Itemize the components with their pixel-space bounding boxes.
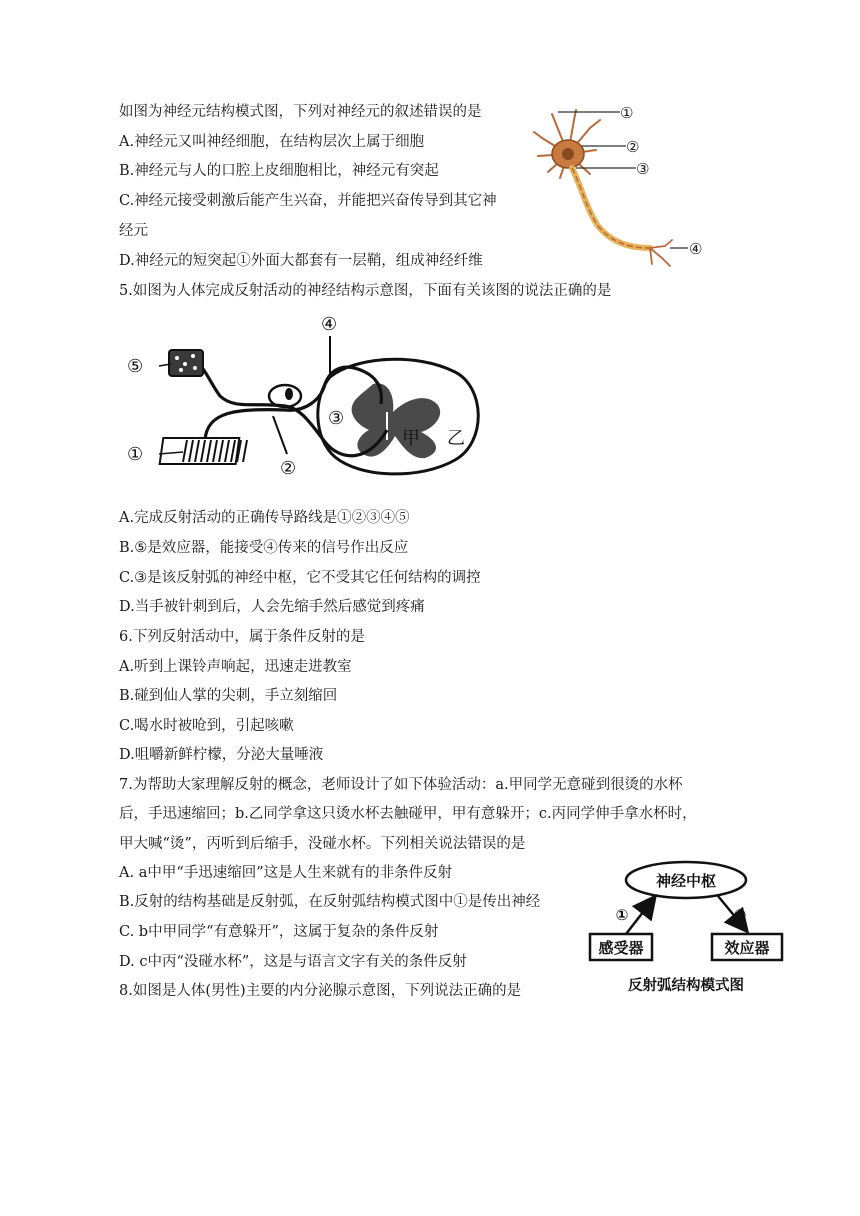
q7-option-c: C. b中甲同学“有意躲开”，这属于复杂的条件反射	[119, 924, 439, 940]
q4-stem: 如图为神经元结构模式图，下列对神经元的叙述错误的是	[119, 104, 482, 120]
q5-option-d: D.当手被针刺到后，人会先缩手然后感觉到疼痛	[119, 599, 425, 615]
q4-option-d: D.神经元的短突起①外面大都套有一层鞘，组成神经纤维	[119, 253, 483, 269]
reflex-label-2: ②	[280, 458, 297, 479]
q5-option-b: B.⑤是效应器，能接受④传来的信号作出反应	[119, 540, 409, 556]
q7-option-b: B.反射的结构基础是反射弧，在反射弧结构模式图中①是传出神经	[119, 894, 541, 910]
neuron-figure	[520, 98, 720, 278]
neuron-label-1: ①	[620, 104, 634, 122]
reflex-label-4: ④	[321, 314, 338, 335]
diagram-num-2: ②	[733, 906, 747, 924]
q5-option-c: C.③是该反射弧的神经中枢，它不受其它任何结构的调控	[119, 570, 481, 586]
q7-stem-line2: 后，手迅速缩回；b.乙同学拿这只烫水杯去触碰甲，甲有意躲开；c.丙同学伸手拿水杯时，	[119, 806, 697, 822]
q8-stem: 8.如图是人体(男性)主要的内分泌腺示意图，下列说法正确的是	[119, 983, 522, 999]
neuron-label-2: ②	[626, 138, 640, 156]
diagram-receptor-label: 感受器	[598, 939, 644, 957]
reflex-label-1: ①	[127, 444, 144, 465]
diagram-caption: 反射弧结构模式图	[628, 978, 744, 994]
q6-option-a: A.听到上课铃声响起，迅速走进教室	[119, 659, 352, 675]
neuron-label-3: ③	[636, 160, 650, 178]
q7-stem-line1: 7.为帮助大家理解反射的概念，老师设计了如下体验活动：a.甲同学无意碰到很烫的水杯	[119, 777, 683, 793]
reflex-label-5: ⑤	[127, 356, 144, 377]
reflex-label-3: ③	[328, 408, 345, 429]
diagram-effector-label: 效应器	[724, 939, 770, 957]
q6-option-b: B.碰到仙人掌的尖刺，手立刻缩回	[119, 688, 338, 704]
q6-option-c: C.喝水时被呛到，引起咳嗽	[119, 718, 294, 734]
diagram-num-1: ①	[615, 906, 629, 924]
q6-option-d: D.咀嚼新鲜柠檬，分泌大量唾液	[119, 747, 324, 763]
q4-option-a: A.神经元又叫神经细胞，在结构层次上属于细胞	[119, 134, 425, 150]
q7-stem-line3: 甲大喊“烫”，丙听到后缩手，没碰水杯。下列相关说法错误的是	[119, 836, 526, 852]
q7-option-a: A. a中甲“手迅速缩回”这是人生来就有的非条件反射	[119, 865, 453, 881]
q4-option-c-cont: 经元	[119, 223, 148, 239]
diagram-center-label: 神经中枢	[655, 872, 717, 890]
q5-option-a: A.完成反射活动的正确传导路线是①②③④⑤	[119, 510, 410, 526]
reflex-arc-figure	[125, 312, 495, 490]
reflex-arc-diagram	[586, 858, 786, 998]
q4-option-b: B.神经元与人的口腔上皮细胞相比，神经元有突起	[119, 163, 439, 179]
q7-option-d: D. c中丙“没碰水杯”，这是与语言文字有关的条件反射	[119, 954, 467, 970]
reflex-label-yi: 乙	[447, 428, 465, 449]
q4-option-c: C.神经元接受刺激后能产生兴奋，并能把兴奋传导到其它神	[119, 193, 497, 209]
reflex-label-jia: 甲	[402, 428, 420, 449]
q5-stem: 5.如图为人体完成反射活动的神经结构示意图，下面有关该图的说法正确的是	[119, 283, 612, 299]
q6-stem: 6.下列反射活动中，属于条件反射的是	[119, 629, 365, 645]
neuron-label-4: ④	[689, 240, 703, 258]
